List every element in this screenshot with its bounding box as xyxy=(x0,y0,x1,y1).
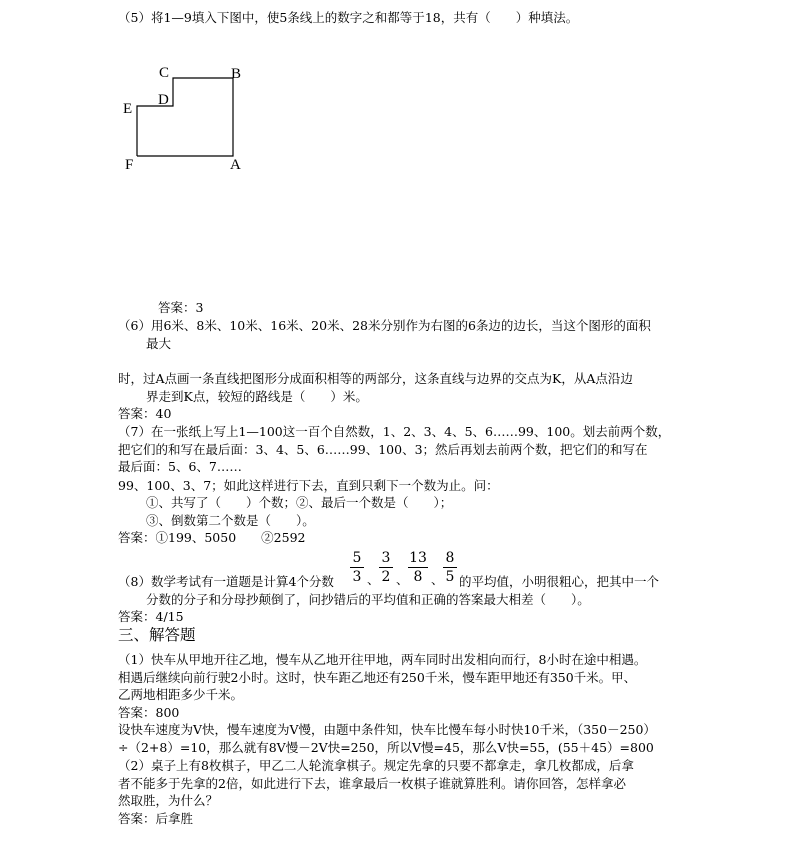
figure-outline xyxy=(137,78,233,156)
p1-answer: 答案：800 xyxy=(118,705,180,720)
q8-separator-1: 、 xyxy=(367,572,380,587)
p1-solution-line1: 设快车速度为V快，慢车速度为V慢，由题中条件知，快车比慢车每小时快10千米，（350－250） xyxy=(118,722,656,737)
q5-question: （5）将1—9填入下图中，使5条线上的数字之和都等于18，共有（ ）种填法。 xyxy=(118,10,579,25)
label-C: C xyxy=(159,65,170,81)
fraction-2 xyxy=(378,550,394,585)
p1-line1: （1）快车从甲地开往乙地，慢车从乙地开往甲地，两车同时出发相向而行，8小时在途中相遇。 xyxy=(118,652,647,667)
q8-separator-2: 、 xyxy=(396,572,409,587)
q8-separator-3: 、 xyxy=(431,572,444,587)
fraction-2-numerator: 3 xyxy=(381,550,391,566)
q8-line1-prefix: （8）数学考试有一道题是计算4个分数 xyxy=(118,574,334,589)
fraction-3 xyxy=(407,550,429,585)
q8-answer: 答案：4/15 xyxy=(118,609,184,624)
q7-line4: 99、100、3、7；如此这样进行下去，直到只剩下一个数为止。问： xyxy=(118,478,499,493)
fraction-4-denominator: 5 xyxy=(445,569,455,585)
fraction-3-bar xyxy=(408,567,428,568)
p1-solution-line2: ÷（2+8）=10，那么就有8V慢－2V快=250，所以V慢=45，那么V快=55，(55＋45）=800 xyxy=(118,740,654,755)
p1-line3: 乙两地相距多少千米。 xyxy=(118,687,244,702)
p2-line2: 者不能多于先拿的2倍，如此进行下去，谁拿最后一枚棋子谁就算胜利。请你回答，怎样拿必 xyxy=(118,776,626,791)
label-F: F xyxy=(125,157,134,173)
q6-line4: 界走到K点，较短的路线是（ ）米。 xyxy=(146,389,368,404)
fraction-1-numerator: 5 xyxy=(352,550,362,566)
p1-line2: 相遇后继续向前行驶2小时。这时，快车距乙地还有250千米，慢车距甲地还有350千米。甲、 xyxy=(118,670,637,685)
q6-line3: 时，过A点画一条直线把图形分成面积相等的两部分，这条直线与边界的交点为K，从A点沿边 xyxy=(118,371,633,386)
fraction-4-numerator: 8 xyxy=(445,550,455,566)
label-B: B xyxy=(231,66,242,82)
p2-line1: （2）桌子上有8枚棋子，甲乙二人轮流拿棋子。规定先拿的只要不都拿走，拿几枚都成，后拿 xyxy=(118,758,634,773)
label-E: E xyxy=(123,101,133,117)
label-D: D xyxy=(158,92,169,108)
fraction-1-bar xyxy=(350,567,364,568)
q7-sub1: ①、共写了（ ）个数；②、最后一个数是（ ）； xyxy=(146,495,453,510)
q8-line2: 分数的分子和分母抄颠倒了，问抄错后的平均值和正确的答案最大相差（ ）。 xyxy=(146,592,590,607)
fraction-1-denominator: 3 xyxy=(352,569,362,585)
q6-line1: （6）用6米、8米、10米、16米、20米、28米分别作为右图的6条边的边长，当这个图形的面积 xyxy=(118,318,651,333)
q5-answer: 答案：3 xyxy=(158,300,204,315)
fraction-1 xyxy=(349,550,365,585)
q7-sub2: ③、倒数第二个数是（ ）。 xyxy=(146,513,315,528)
section-heading: 三、解答题 xyxy=(118,626,196,644)
fraction-2-denominator: 2 xyxy=(381,569,391,585)
q7-line3: 最后面：5、6、7…… xyxy=(118,459,242,474)
q7-line2: 把它们的和写在最后面：3、4、5、6……99、100、3；然后再划去前两个数，把它们的和写在 xyxy=(118,442,648,457)
fraction-2-bar xyxy=(379,567,393,568)
label-A: A xyxy=(230,157,241,173)
q6-line2: 最大 xyxy=(146,336,172,351)
q6-answer: 答案：40 xyxy=(118,406,172,421)
p2-line3: 然取胜，为什么？ xyxy=(118,793,219,808)
fraction-4-bar xyxy=(443,567,457,568)
fraction-3-denominator: 8 xyxy=(413,569,423,585)
q7-answer: 答案：①199、5050 ②2592 xyxy=(118,530,306,545)
staircase-figure xyxy=(118,60,258,180)
fraction-4 xyxy=(442,550,458,585)
q7-line1: （7）在一张纸上写上1—100这一百个自然数，1、2、3、4、5、6……99、100。划去前两个数， xyxy=(118,424,671,439)
q8-line1-suffix: 的平均值，小明很粗心，把其中一个 xyxy=(459,574,660,589)
fraction-3-numerator: 13 xyxy=(409,550,427,566)
p2-answer: 答案：后拿胜 xyxy=(118,811,194,826)
